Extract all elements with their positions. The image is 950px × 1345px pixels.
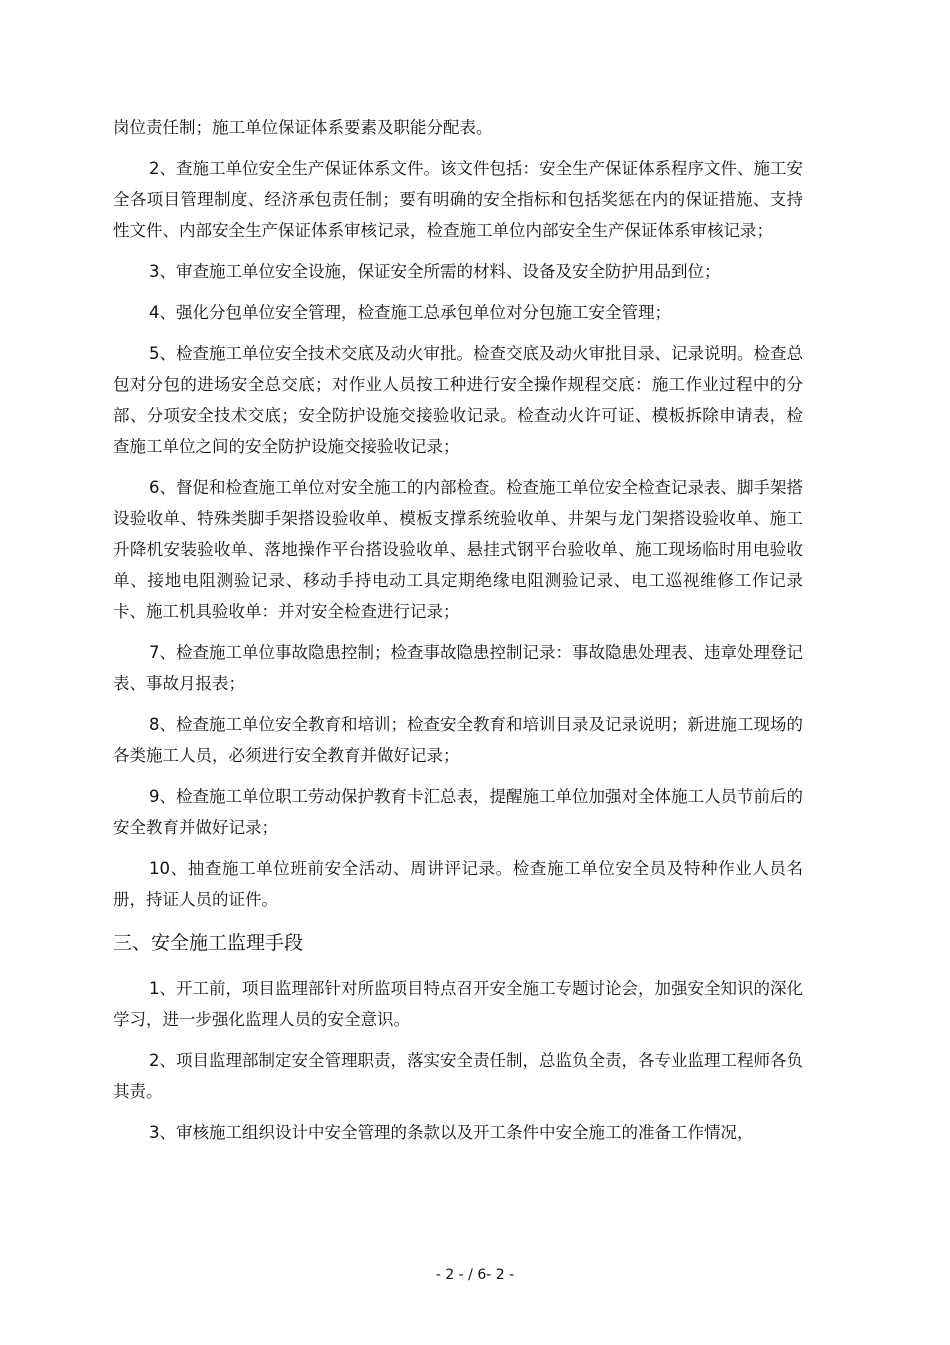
paragraph-continuation: 岗位责任制；施工单位保证体系要素及职能分配表。 <box>113 118 493 137</box>
paragraph-item-5: 5、检查施工单位安全技术交底及动火审批。检查交底及动火审批目录、记录说明。检查总包对分包的进场安全总交底；对作业人员按工种进行安全操作规程交底：施工作业过程中的分部、分项安全技术交底；安全防护设施交接验收记录。检查动火许可证、模板拆除申请表，检查施工单位之间的安全防护设施交接验收记录； <box>113 344 803 456</box>
paragraph-item-8: 8、检查施工单位安全教育和培训；检查安全教育和培训目录及记录说明；新进施工现场的各类施工人员，必须进行安全教育并做好记录； <box>113 715 803 765</box>
paragraph-means-1: 1、开工前，项目监理部针对所监项目特点召开安全施工专题讨论会，加强安全知识的深化学习，进一步强化监理人员的安全意识。 <box>113 979 803 1029</box>
document-body <box>113 112 803 1158</box>
paragraph-item-9: 9、检查施工单位职工劳动保护教育卡汇总表，提醒施工单位加强对全体施工人员节前后的安全教育并做好记录； <box>113 787 803 837</box>
paragraph-item-4: 4、强化分包单位安全管理，检查施工总承包单位对分包施工安全管理； <box>149 303 671 322</box>
paragraph-means-2: 2、项目监理部制定安全管理职责，落实安全责任制，总监负全责，各专业监理工程师各负其责。 <box>113 1051 803 1101</box>
paragraph-item-10: 10、抽查施工单位班前安全活动、周讲评记录。检查施工单位安全员及特种作业人员名册，持证人员的证件。 <box>113 859 803 909</box>
page-number-footer: - 2 - / 6- 2 - <box>435 1267 515 1283</box>
section-heading: 三、安全施工监理手段 <box>113 932 304 954</box>
paragraph-item-2: 2、查施工单位安全生产保证体系文件。该文件包括：安全生产保证体系程序文件、施工安全各项目管理制度、经济承包责任制；要有明确的安全指标和包括奖惩在内的保证措施、支持性文件、内部安全生产保证体系审核记录，检查施工单位内部安全生产保证体系审核记录； <box>113 159 803 240</box>
paragraph-item-3: 3、审查施工单位安全设施，保证安全所需的材料、设备及安全防护用品到位； <box>149 262 721 281</box>
paragraph-item-7: 7、检查施工单位事故隐患控制；检查事故隐患控制记录：事故隐患处理表、违章处理登记表、事故月报表； <box>113 643 803 693</box>
paragraph-item-6: 6、督促和检查施工单位对安全施工的内部检查。检查施工单位安全检查记录表、脚手架搭设验收单、特殊类脚手架搭设验收单、模板支撑系统验收单、井架与龙门架搭设验收单、施工升降机安装验收单、落地操作平台搭设验收单、悬挂式钢平台验收单、施工现场临时用电验收单、接地电阻测验记录、移动手持电动工具定期绝缘电阻测验记录、电工巡视维修工作记录卡、施工机具验收单：并对安全检查进行记录； <box>113 478 803 621</box>
paragraph-means-3: 3、审核施工组织设计中安全管理的条款以及开工条件中安全施工的准备工作情况， <box>149 1123 754 1142</box>
